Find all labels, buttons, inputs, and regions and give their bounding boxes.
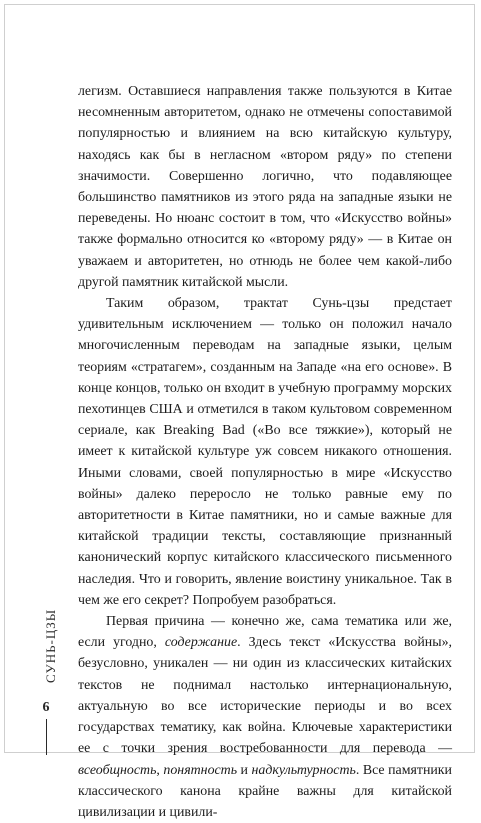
paragraph-3-emphasis-content: содержание [164, 635, 238, 651]
paragraph-1 [78, 81, 452, 293]
margin-rule [46, 719, 47, 755]
paragraph-3-text: и [237, 762, 252, 778]
running-head: СУНЬ-ЦЗЫ [43, 608, 58, 683]
paragraph-3-text: . Здесь текст «Искусства войны», безусловно, уникален — ни один из классических китайских текстов не поднимал настолько интернациональную, актуальную во все исторические периоды и во всех государствах тематику, как война. Ключевые характеристики ее с точки зрения востребованности для перевода — [78, 635, 452, 757]
page-number: 6 [42, 700, 50, 715]
paragraph-2 [78, 293, 452, 611]
paragraph-3-emphasis-transculturality: надкультурность [251, 762, 356, 778]
paragraph-2-text: Таким образом, трактат Сунь-цзы предстает удивительным исключением — только он положил начало многочисленным переводам на западные языки, целым теориям «стратагем», созданным на Западе «на его основе». В конце концов, только он входит в учебную программу морских пехотинцев США и отметился в таком культовом современном сериале, как Breaking Bad («Во все тяжкие»), который не имеет к китайской культуре уж совсем никакого отношения. Иными словами, своей популярностью в мире «Искусство войны» далеко переросло не только равные ему по авторитетности в Китае памятники, но и самые важные для китайской традиции тексты, составляющие признанный канонический корпус китайского классического письменного наследия. Что и говорить, явление воистину уникальное. Так в чем же его секрет? Попробуем разобраться. [78, 296, 452, 608]
paragraph-3-emphasis-clarity: понятность [163, 762, 238, 778]
book-page [4, 4, 475, 820]
paragraph-3-text: Первая причина — конечно же, сама тематика или же, если угодно, [78, 614, 452, 651]
paragraph-3-text: , [156, 762, 164, 778]
body-text [78, 81, 452, 823]
paragraph-3-text: . Все памятники классического канона крайне важны для китайской цивилизации и цивили- [78, 762, 452, 820]
paragraph-1-text: легизм. Оставшиеся направления также пользуются в Китае несомненным авторитетом, однако не отмечены сопоставимой популярностью и влиянием на всю китайскую культуру, находясь как бы в негласном «втором ряду» по степени значимости. Совершенно логично, что подавляющее большинство памятников из этого ряда на западные языки не переведены. Но нюанс состоит в том, что «Искусство войны» также формально относится ко «второму ряду» — в Китае он уважаем и авторитетен, но отнюдь не более чем какой-либо другой памятник китайской мысли. [78, 84, 452, 290]
paragraph-3-emphasis-universality: всеобщность [78, 762, 157, 778]
paragraph-3 [78, 611, 452, 823]
